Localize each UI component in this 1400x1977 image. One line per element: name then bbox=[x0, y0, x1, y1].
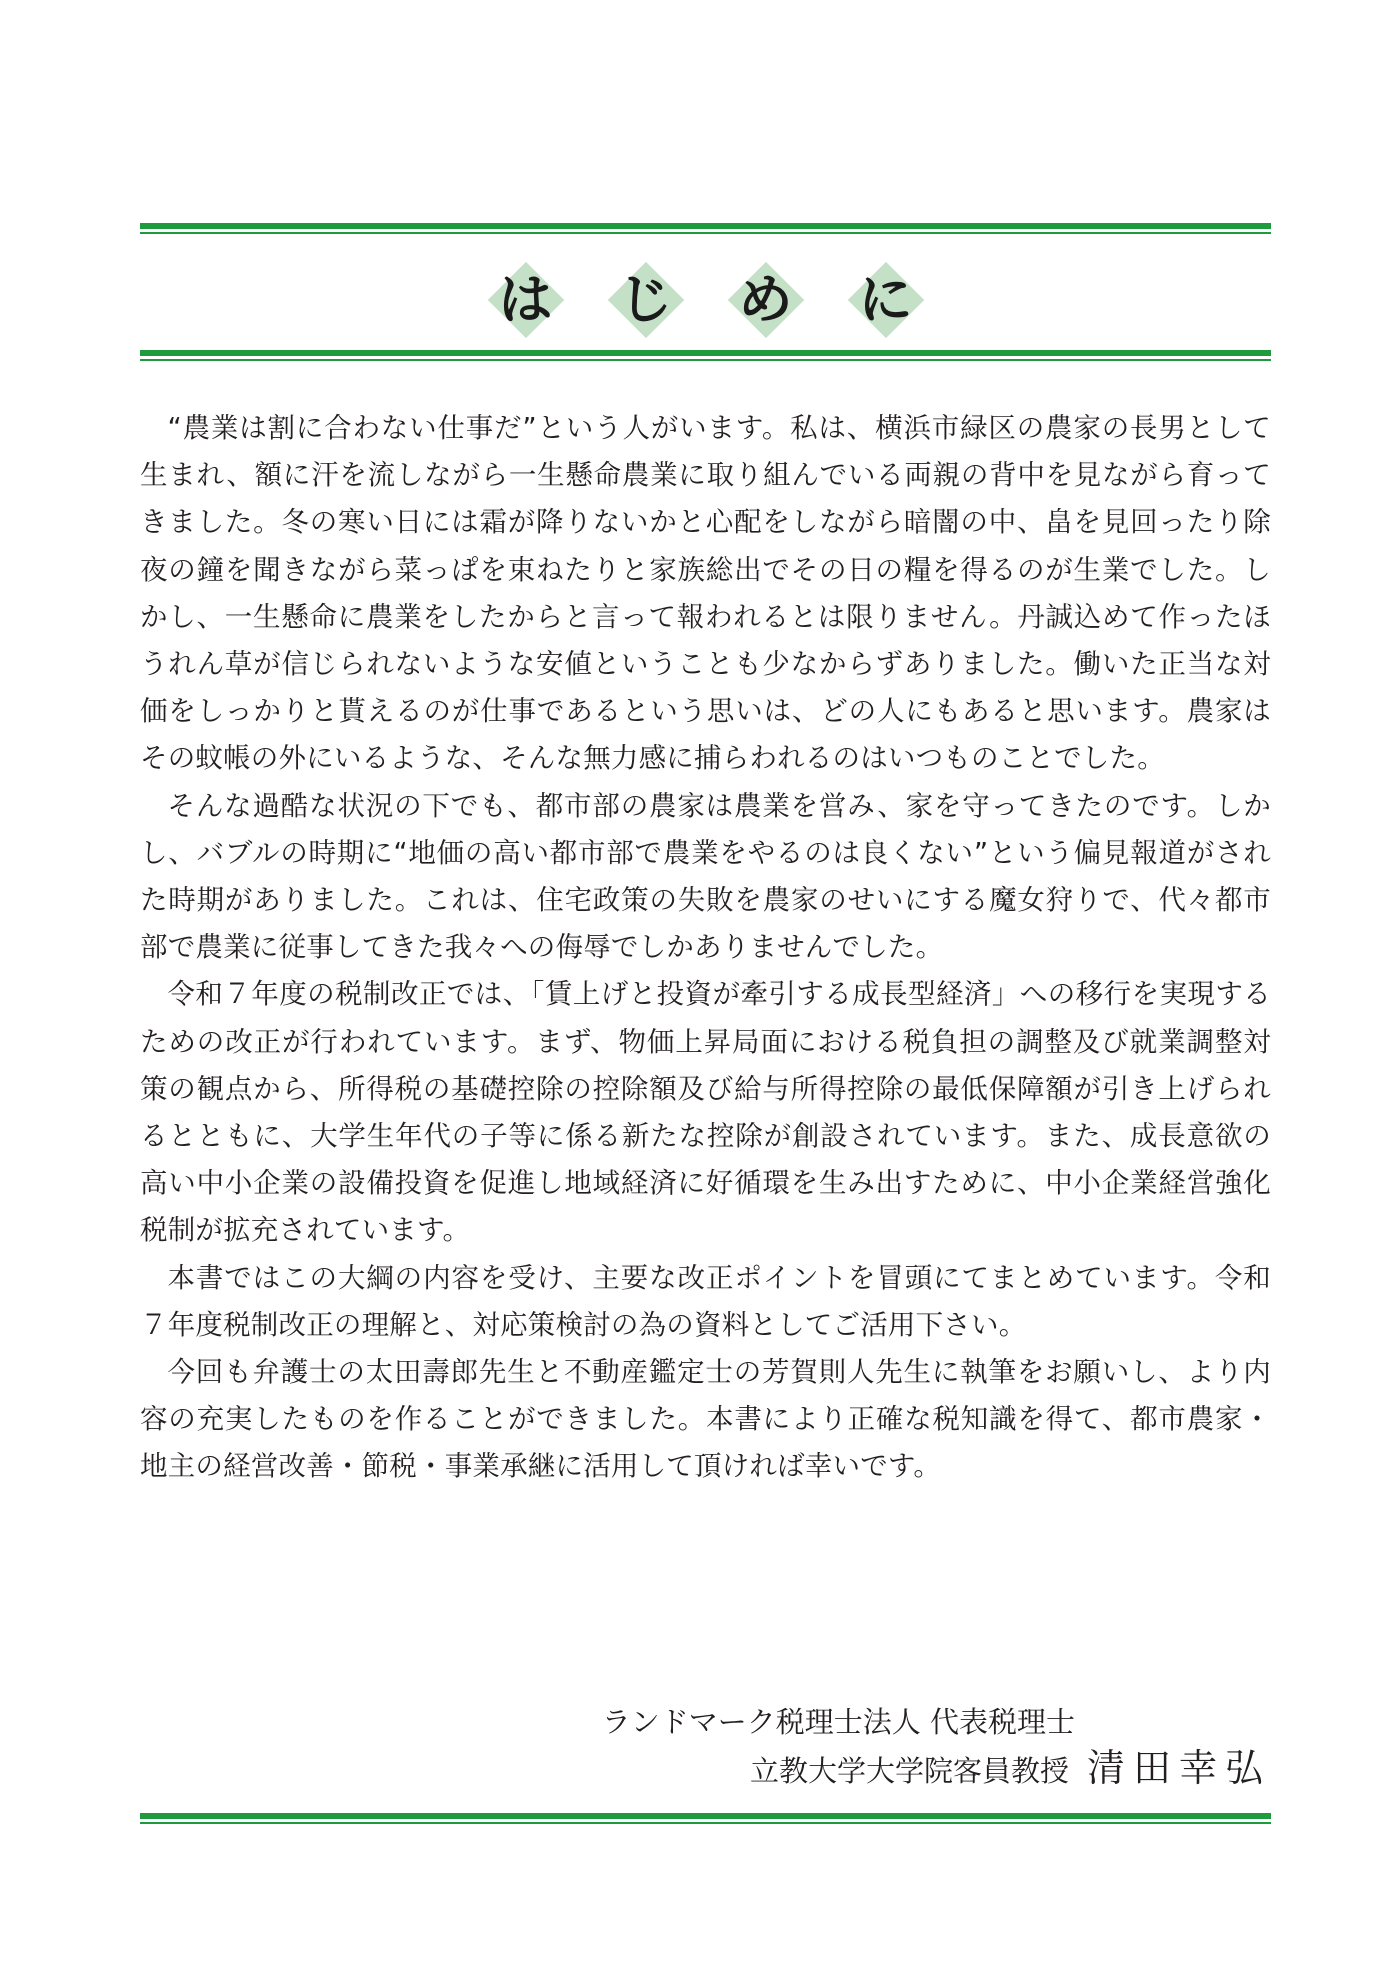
title-char bbox=[608, 262, 684, 338]
paragraph: 令和７年度の税制改正では、「賃上げと投資が牽引する成長型経済」への移行を実現するための改正が行われています。まず、物価上昇局面における税負担の調整及び就業調整対策の観点から、所得税の基礎控除の控除額及び給与所得控除の最低保障額が引き上げられるとともに、大学生年代の子等に係る新たな控除が創設されています。また、成長意欲の高い中小企業の設備投資を促進し地域経済に好循環を生み出すために、中小企業経営強化税制が拡充されています。 bbox=[140, 978, 1271, 1247]
bottom-divider bbox=[140, 1813, 1271, 1824]
title-char bbox=[488, 262, 564, 338]
author-position: 立教大学大学院客員教授 bbox=[749, 1754, 1069, 1788]
preface-body bbox=[140, 405, 1271, 1491]
paragraph: そんな過酷な状況の下でも、都市部の農家は農業を営み、家を守ってきたのです。しかし、バブルの時期に“地価の高い都市部で農業をやるのは良くない”という偏見報道がされた時期がありました。これは、住宅政策の失敗を農家のせいにする魔女狩りで、代々都市部で農業に従事してきた我々への侮辱でしかありませんでした。 bbox=[140, 789, 1271, 964]
title-glyph: じ bbox=[618, 268, 673, 331]
title-glyph: め bbox=[738, 268, 793, 331]
title-char bbox=[728, 262, 804, 338]
top-divider bbox=[140, 223, 1271, 234]
paragraph: 今回も弁護士の太田壽郎先生と不動産鑑定士の芳賀則人先生に執筆をお願いし、より内容の充実したものを作ることができました。本書により正確な税知識を得て、都市農家・地主の経営改善・節税・事業承継に活用して頂ければ幸いです。 bbox=[140, 1356, 1271, 1483]
title-glyph: は bbox=[498, 268, 553, 331]
author-signature bbox=[602, 1700, 1271, 1795]
author-title-line bbox=[602, 1744, 1271, 1795]
paragraph: 本書ではこの大綱の内容を受け、主要な改正ポイントを冒頭にてまとめています。令和７年度税制改正の理解と、対応策検討の為の資料としてご活用下さい。 bbox=[140, 1261, 1271, 1341]
paragraph: “農業は割に合わない仕事だ”という人がいます。私は、横浜市緑区の農家の長男として生まれ、額に汗を流しながら一生懸命農業に取り組んでいる両親の背中を見ながら育ってきました。冬の寒い日には霜が降りないかと心配をしながら暗闇の中、畠を見回ったり除夜の鐘を聞きながら菜っぱを束ねたりと家族総出でその日の糧を得るのが生業でした。しかし、一生懸命に農業をしたからと言って報われるとは限りません。丹誠込めて作ったほうれん草が信じられないような安値ということも少なからずありました。働いた正当な対価をしっかりと貰えるのが仕事であるという思いは、どの人にもあると思います。農家はその蚊帳の外にいるような、そんな無力感に捕らわれるのはいつものことでした。 bbox=[140, 412, 1271, 775]
page-title bbox=[140, 262, 1271, 338]
title-divider bbox=[140, 350, 1271, 361]
author-affiliation: ランドマーク税理士法人 代表税理士 bbox=[601, 1705, 1075, 1739]
author-name: 清田幸弘 bbox=[1086, 1746, 1271, 1790]
title-glyph: に bbox=[858, 268, 913, 331]
title-char bbox=[848, 262, 924, 338]
